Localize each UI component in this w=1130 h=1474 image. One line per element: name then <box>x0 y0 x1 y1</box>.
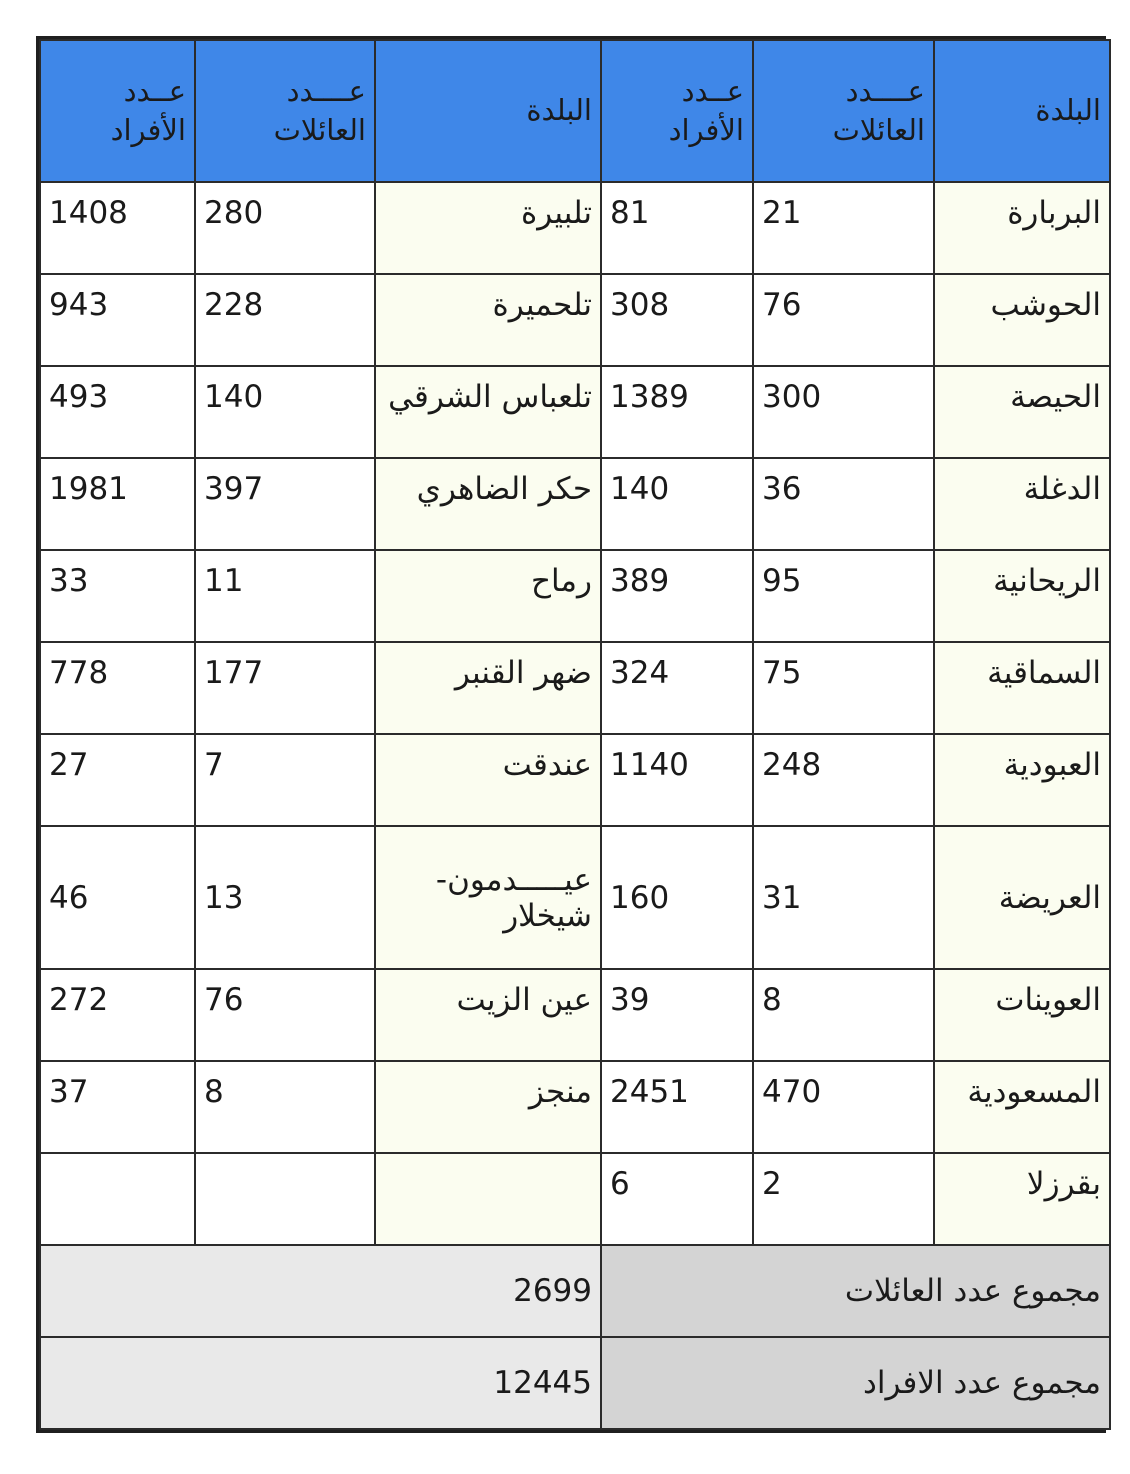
cell-town-left: تلعباس الشرقي <box>375 366 601 458</box>
cell-people-right: 2451 <box>601 1061 753 1153</box>
cell-people-right: 81 <box>601 182 753 274</box>
cell-town-right: العوينات <box>934 969 1110 1061</box>
cell-people-left: 943 <box>40 274 195 366</box>
cell-people-left: 272 <box>40 969 195 1061</box>
total-people-value: 12445 <box>40 1337 601 1429</box>
cell-town-left: منجز <box>375 1061 601 1153</box>
cell-families-right: 470 <box>753 1061 934 1153</box>
total-families-value: 2699 <box>40 1245 601 1337</box>
cell-town-right: الحوشب <box>934 274 1110 366</box>
cell-families-right: 300 <box>753 366 934 458</box>
table-row <box>40 826 1110 969</box>
table-row <box>40 458 1110 550</box>
cell-families-left: 140 <box>195 366 375 458</box>
cell-families-left <box>195 1153 375 1245</box>
table-row <box>40 550 1110 642</box>
cell-town-left: عندقت <box>375 734 601 826</box>
header-families-left: عــــدد العائلات <box>195 40 375 182</box>
total-families-label: مجموع عدد العائلات <box>601 1245 1110 1337</box>
cell-families-left: 13 <box>195 826 375 969</box>
table-row <box>40 1061 1110 1153</box>
cell-town-right: الريحانية <box>934 550 1110 642</box>
cell-people-right: 140 <box>601 458 753 550</box>
cell-families-left: 280 <box>195 182 375 274</box>
cell-town-right: العريضة <box>934 826 1110 969</box>
header-town-right: البلدة <box>934 40 1110 182</box>
table-row <box>40 366 1110 458</box>
cell-people-right: 389 <box>601 550 753 642</box>
cell-town-right: العبودية <box>934 734 1110 826</box>
cell-families-right: 75 <box>753 642 934 734</box>
cell-town-right: البربارة <box>934 182 1110 274</box>
header-people-left: عــدد الأفراد <box>40 40 195 182</box>
census-table-container <box>36 36 1106 1433</box>
header-people-right: عــدد الأفراد <box>601 40 753 182</box>
cell-families-left: 228 <box>195 274 375 366</box>
cell-town-left <box>375 1153 601 1245</box>
cell-families-right: 36 <box>753 458 934 550</box>
cell-people-left: 778 <box>40 642 195 734</box>
cell-town-right: الحيصة <box>934 366 1110 458</box>
cell-town-left: حكر الضاهري <box>375 458 601 550</box>
cell-town-left: ضهر القنبر <box>375 642 601 734</box>
cell-town-right: السماقية <box>934 642 1110 734</box>
cell-families-right: 21 <box>753 182 934 274</box>
cell-people-right: 39 <box>601 969 753 1061</box>
total-families-row <box>40 1245 1110 1337</box>
table-row <box>40 969 1110 1061</box>
table-row <box>40 642 1110 734</box>
cell-people-left: 1981 <box>40 458 195 550</box>
cell-people-left: 1408 <box>40 182 195 274</box>
cell-town-left: تلبيرة <box>375 182 601 274</box>
cell-town-right: بقرزلا <box>934 1153 1110 1245</box>
cell-families-left: 76 <box>195 969 375 1061</box>
cell-people-right: 1389 <box>601 366 753 458</box>
cell-families-right: 8 <box>753 969 934 1061</box>
cell-people-left: 37 <box>40 1061 195 1153</box>
cell-people-right: 6 <box>601 1153 753 1245</box>
table-row <box>40 274 1110 366</box>
cell-families-right: 2 <box>753 1153 934 1245</box>
cell-town-left: عين الزيت <box>375 969 601 1061</box>
cell-families-right: 31 <box>753 826 934 969</box>
cell-people-right: 1140 <box>601 734 753 826</box>
cell-families-left: 11 <box>195 550 375 642</box>
cell-families-right: 76 <box>753 274 934 366</box>
total-people-row <box>40 1337 1110 1429</box>
cell-people-left <box>40 1153 195 1245</box>
cell-town-left: عيـــــدمون- شيخلار <box>375 826 601 969</box>
cell-families-right: 95 <box>753 550 934 642</box>
cell-families-left: 7 <box>195 734 375 826</box>
cell-people-left: 46 <box>40 826 195 969</box>
table-row <box>40 734 1110 826</box>
cell-people-right: 308 <box>601 274 753 366</box>
header-row <box>40 40 1110 182</box>
total-people-label: مجموع عدد الافراد <box>601 1337 1110 1429</box>
cell-people-right: 160 <box>601 826 753 969</box>
census-table <box>39 39 1111 1430</box>
cell-people-left: 33 <box>40 550 195 642</box>
cell-families-left: 397 <box>195 458 375 550</box>
header-town-left: البلدة <box>375 40 601 182</box>
cell-families-right: 248 <box>753 734 934 826</box>
cell-town-right: المسعودية <box>934 1061 1110 1153</box>
header-families-right: عــــدد العائلات <box>753 40 934 182</box>
table-row <box>40 1153 1110 1245</box>
cell-people-left: 493 <box>40 366 195 458</box>
cell-families-left: 177 <box>195 642 375 734</box>
cell-people-right: 324 <box>601 642 753 734</box>
cell-town-right: الدغلة <box>934 458 1110 550</box>
table-row <box>40 182 1110 274</box>
cell-people-left: 27 <box>40 734 195 826</box>
cell-town-left: رماح <box>375 550 601 642</box>
cell-town-left: تلحميرة <box>375 274 601 366</box>
cell-families-left: 8 <box>195 1061 375 1153</box>
